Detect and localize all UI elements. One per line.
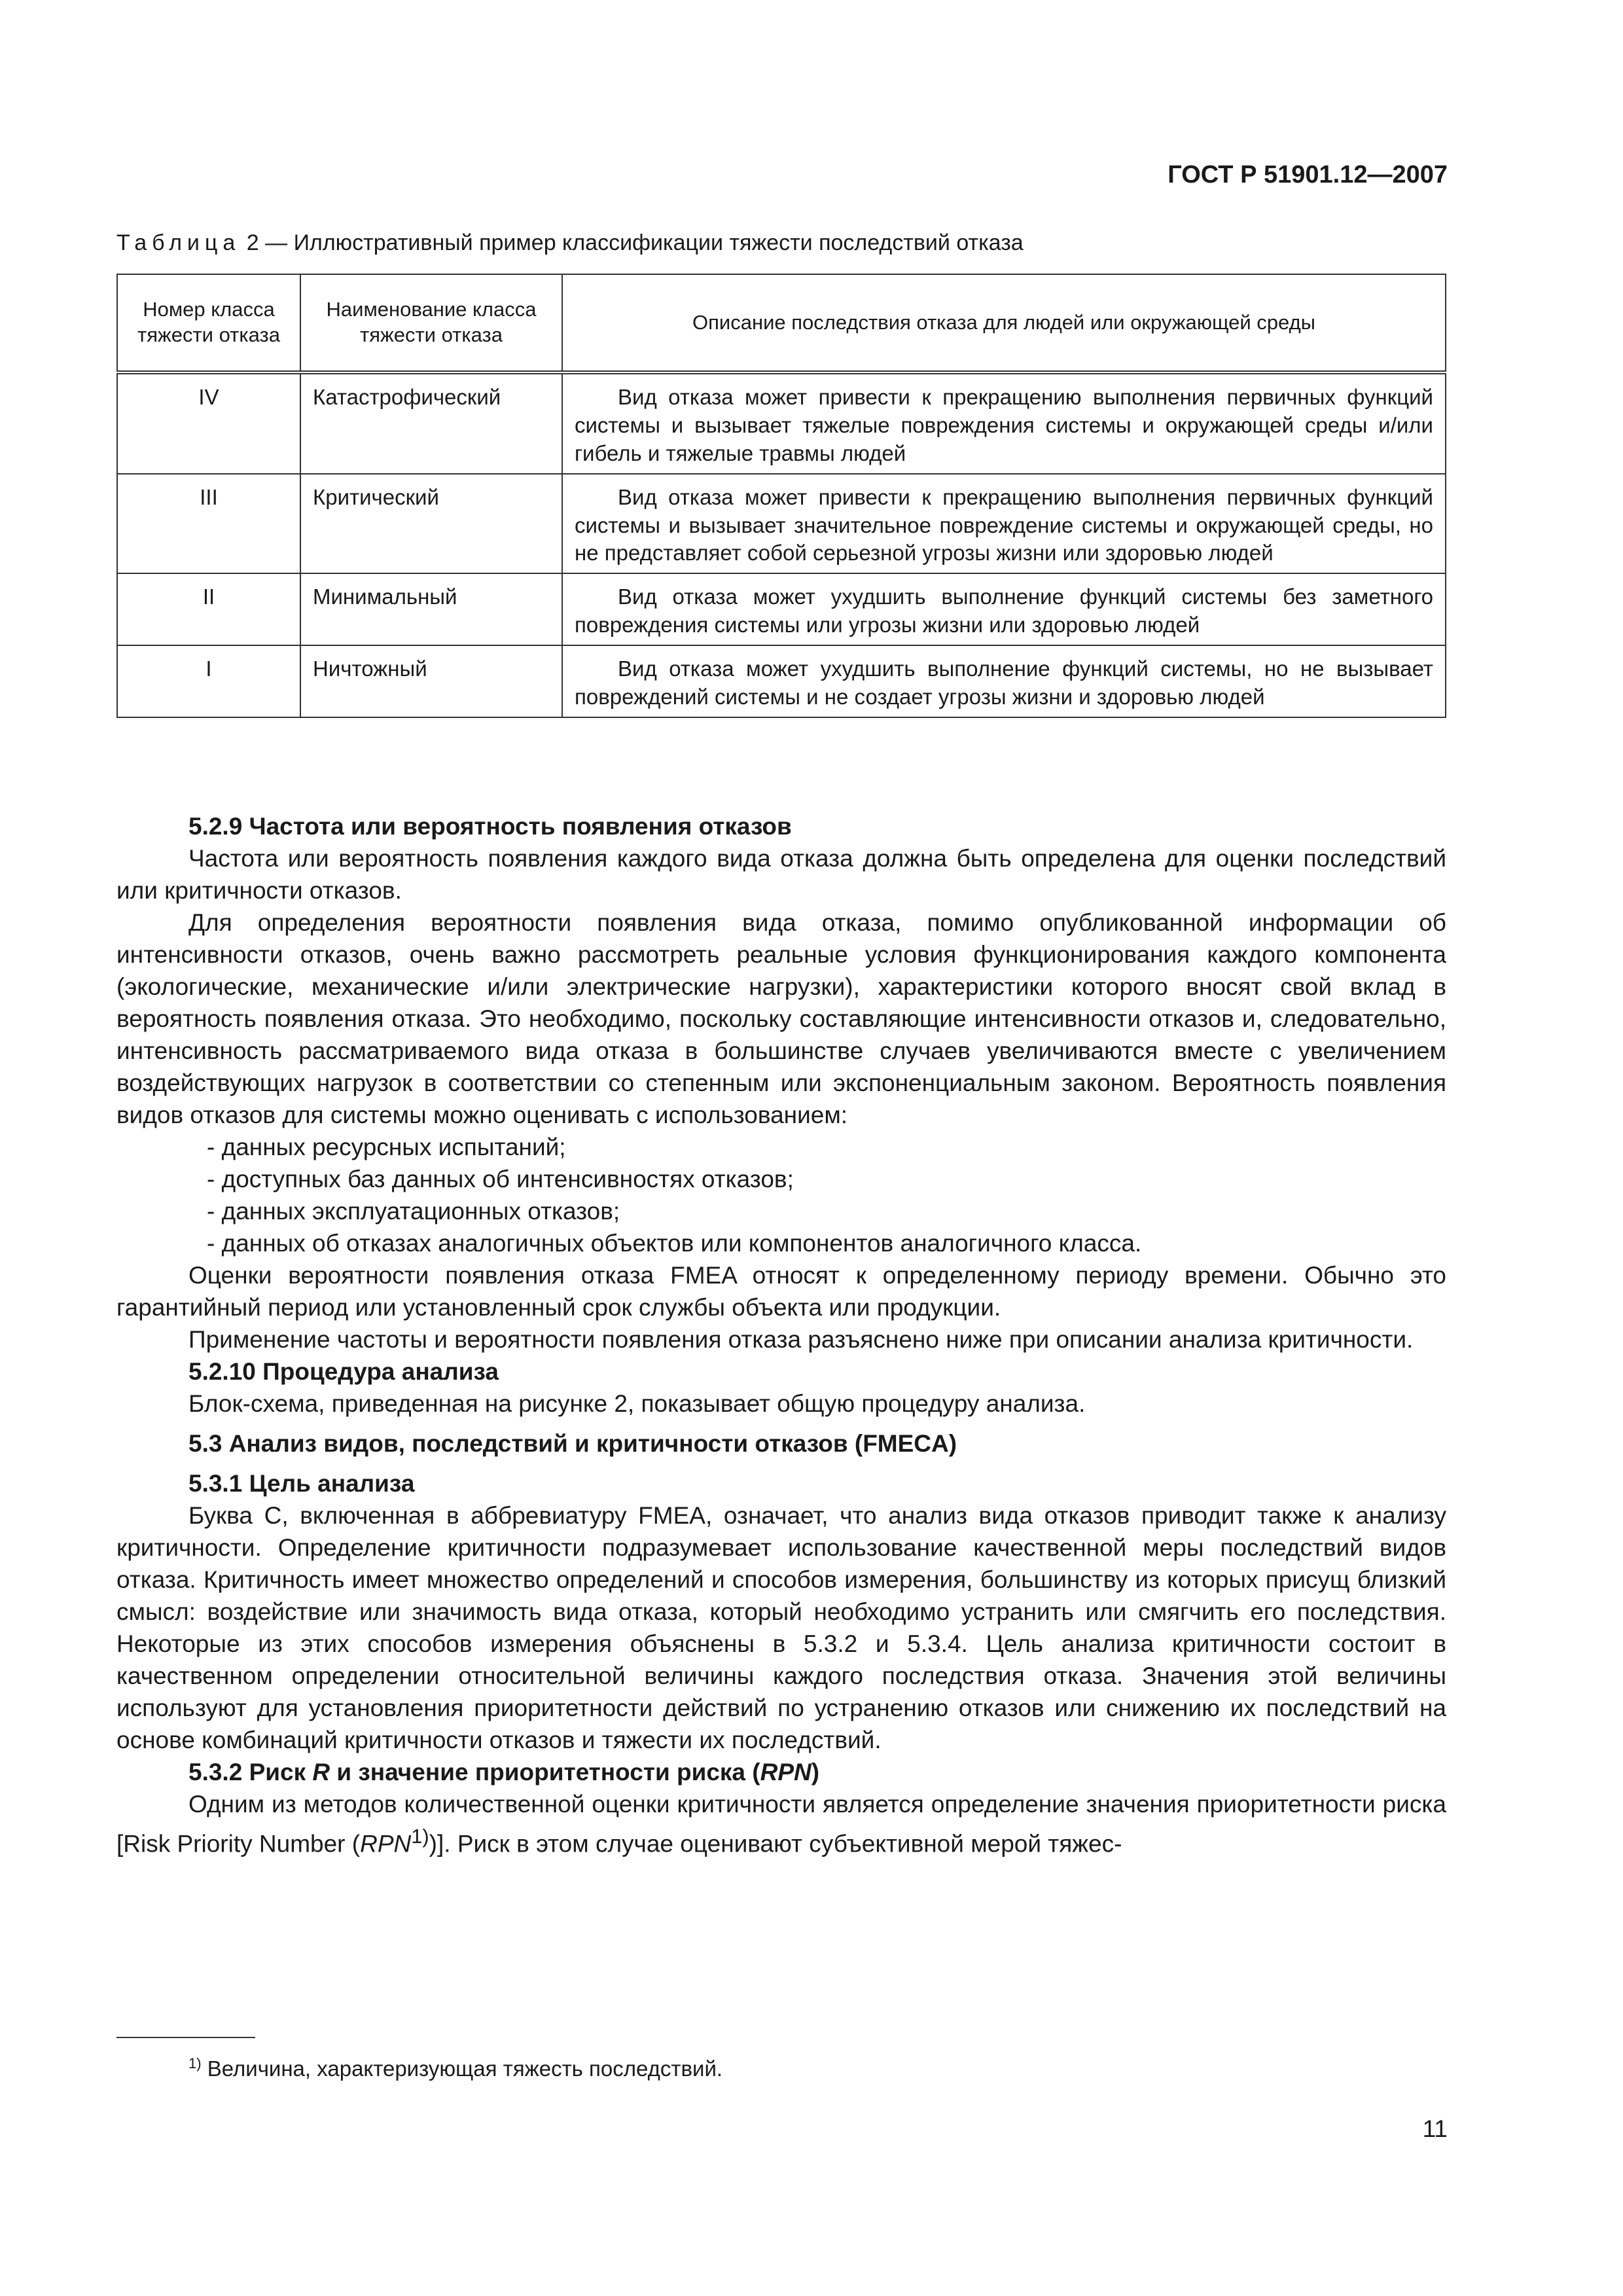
list-item: - данных ресурсных испытаний;	[207, 1134, 566, 1160]
severity-classification-table	[116, 274, 1446, 718]
page-number: 11	[1422, 2115, 1448, 2142]
section-heading-5-3-2	[116, 1756, 1446, 1788]
footnote-reference: 1)	[411, 1825, 429, 1848]
heading-symbol-r: R	[312, 1759, 330, 1785]
table-caption	[116, 230, 1024, 256]
list-item: - доступных баз данных об интенсивностях отказов;	[207, 1166, 794, 1193]
table-header-row	[117, 274, 1446, 372]
standard-designation: ГОСТ Р 51901.12—2007	[1168, 161, 1448, 188]
table-row	[117, 372, 1446, 474]
footnote-divider	[116, 2037, 255, 2038]
column-header-class-number: Номер класса тяжести отказа	[117, 274, 300, 372]
paragraph: Частота или вероятность появления каждого вида отказа должна быть определена для оценки последствий или критичности отказов.	[116, 845, 1446, 904]
heading-text: 5.3.2 Риск	[188, 1759, 313, 1785]
cell-class-number: II	[117, 573, 300, 645]
paragraph: Для определения вероятности появления вида отказа, помимо опубликованной информации об интенсивности отказов, очень важно рассмотреть реальные условия функционирования каждого компонента (экологические, механические и/или электрические нагрузки), характеристики которого вносят свой вклад в вероятность появления отказа. Это необходимо, поскольку составляющие интенсивности отказов и, следовательно, интенсивность рассматриваемого вида отказа в большинстве случаев увеличиваются вместе с увеличением воздействующих нагрузок в соответствии со степенным или экспоненциальным законом. Вероятность появления видов отказов для системы можно оценивать с использованием:	[116, 909, 1446, 1128]
paragraph: Буква С, включенная в аббревиатуру FMEA, означает, что анализ вида отказов приводит также к анализу критичности. Определение критичности подразумевает использование качественной меры последствий видов отказа. Критичность имеет множество определений и способов измерения, большинству из которых присущ близкий смысл: воздействие или значимость вида отказа, который необходимо устранить или смягчить его последствия. Некоторые из этих способов измерения объяснены в 5.3.2 и 5.3.4. Цель анализа критичности состоит в качественном определении относительной величины каждого последствия отказа. Значения этой величины используют для установления приоритетности действий по устранению отказов или снижению их последствий на основе комбинаций критичности отказов и тяжести их последствий.	[116, 1502, 1446, 1753]
cell-class-number: IV	[117, 372, 300, 474]
cell-class-number: I	[117, 645, 300, 717]
footnote	[188, 2055, 722, 2081]
section-heading-5-2-10: 5.2.10 Процедура анализа	[188, 1358, 499, 1385]
table-row	[117, 645, 1446, 717]
footnote-marker: 1)	[188, 2055, 202, 2072]
paragraph: Блок-схема, приведенная на рисунке 2, показывает общую процедуру анализа.	[188, 1390, 1086, 1417]
table-caption-title: 2 — Иллюстративный пример классификации тяжести последствий отказа	[246, 230, 1024, 255]
rpn-term: RPN	[360, 1830, 412, 1857]
cell-description: Вид отказа может привести к прекращению выполнения первичных функций системы и вызывает значительное повреждение системы и окружающей среды, но не представляет собой серьезной угрозы жизни или здоровью людей	[562, 474, 1446, 574]
list-item: - данных об отказах аналогичных объектов или компонентов аналогичного класса.	[207, 1230, 1142, 1257]
cell-class-name: Катастрофический	[300, 372, 562, 474]
cell-class-name: Минимальный	[300, 573, 562, 645]
table-row	[117, 474, 1446, 574]
cell-description: Вид отказа может привести к прекращению выполнения первичных функций системы и вызывает тяжелые повреждения системы и окружающей среды и/или гибель и тяжелые травмы людей	[562, 372, 1446, 474]
heading-text: и значение приоритетности риска (	[330, 1759, 760, 1785]
cell-description: Вид отказа может ухудшить выполнение функций системы без заметного повреждения системы или угрозы жизни или здоровью людей	[562, 573, 1446, 645]
table-row	[117, 573, 1446, 645]
list-item: - данных эксплуатационных отказов;	[207, 1198, 620, 1225]
heading-symbol-rpn: RPN	[760, 1759, 812, 1785]
text-run: Одним из методов количественной оценки критичности является определение значения приоритетности риска [Risk Priority Number (	[116, 1791, 1446, 1857]
section-heading-5-2-9: 5.2.9 Частота или вероятность появления отказов	[188, 813, 792, 840]
section-heading-5-3: 5.3 Анализ видов, последствий и критичности отказов (FMECA)	[188, 1430, 957, 1457]
cell-description: Вид отказа может ухудшить выполнение функций системы, но не вызывает повреждений системы и не создает угрозы жизни и здоровью людей	[562, 645, 1446, 717]
column-header-class-name: Наименование класса тяжести отказа	[300, 274, 562, 372]
heading-text: )	[811, 1759, 820, 1785]
paragraph: Применение частоты и вероятности появления отказа разъяснено ниже при описании анализа критичности.	[188, 1326, 1414, 1353]
footnote-text: Величина, характеризующая тяжесть последствий.	[201, 2056, 723, 2081]
text-run: )]. Риск в этом случае оценивают субъективной мерой тяжес-	[429, 1830, 1122, 1857]
table-caption-label: Таблица	[116, 230, 241, 255]
cell-class-name: Ничтожный	[300, 645, 562, 717]
paragraph: Оценки вероятности появления отказа FMEA относят к определенному периоду времени. Обычно это гарантийный период или установленный срок службы объекта или продукции.	[116, 1262, 1446, 1321]
paragraph	[116, 1788, 1446, 1859]
body-text	[116, 810, 1446, 1859]
section-heading-5-3-1: 5.3.1 Цель анализа	[188, 1470, 415, 1497]
cell-class-name: Критический	[300, 474, 562, 574]
column-header-description: Описание последствия отказа для людей или окружающей среды	[562, 274, 1446, 372]
cell-class-number: III	[117, 474, 300, 574]
